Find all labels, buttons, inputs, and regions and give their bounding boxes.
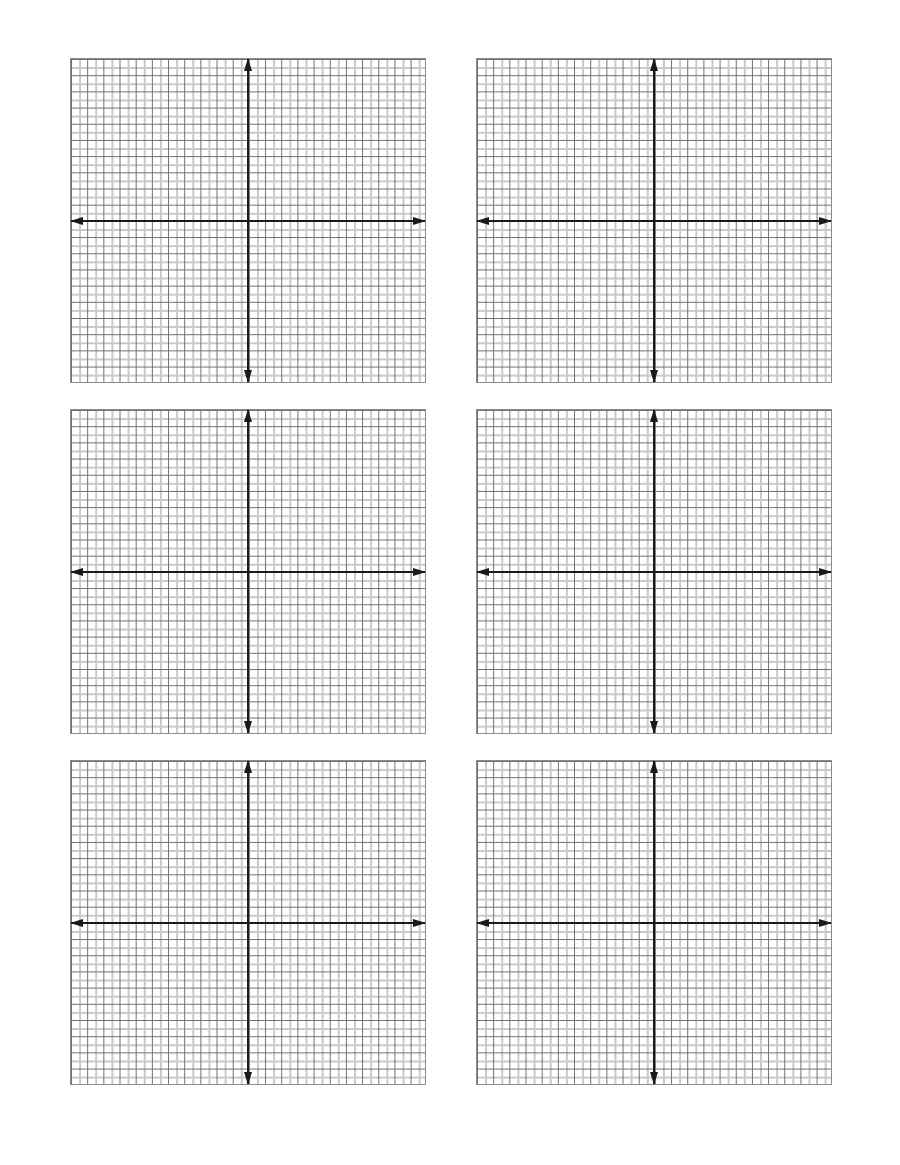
arrow-right-icon	[413, 568, 426, 576]
y-axis	[653, 761, 655, 1084]
arrow-left-icon	[70, 568, 83, 576]
y-axis	[247, 59, 249, 382]
arrow-down-icon	[244, 721, 252, 734]
arrow-down-icon	[244, 370, 252, 383]
y-axis	[247, 410, 249, 733]
coordinate-grid-panel-grid-2	[476, 58, 832, 383]
arrow-up-icon	[244, 409, 252, 422]
y-axis	[247, 761, 249, 1084]
arrow-left-icon	[70, 919, 83, 927]
arrow-up-icon	[244, 58, 252, 71]
arrow-right-icon	[413, 919, 426, 927]
arrow-up-icon	[650, 58, 658, 71]
arrow-left-icon	[70, 217, 83, 225]
arrow-down-icon	[244, 1072, 252, 1085]
arrow-down-icon	[650, 1072, 658, 1085]
arrow-up-icon	[650, 760, 658, 773]
arrow-right-icon	[819, 217, 832, 225]
arrow-down-icon	[650, 721, 658, 734]
arrow-right-icon	[819, 919, 832, 927]
arrow-up-icon	[244, 760, 252, 773]
coordinate-grid-panel-grid-5	[70, 760, 426, 1085]
y-axis	[653, 410, 655, 733]
coordinate-grid-panel-grid-1	[70, 58, 426, 383]
arrow-left-icon	[476, 919, 489, 927]
arrow-up-icon	[650, 409, 658, 422]
arrow-left-icon	[476, 217, 489, 225]
coordinate-grid-panel-grid-4	[476, 409, 832, 734]
coordinate-grid-panel-grid-6	[476, 760, 832, 1085]
arrow-left-icon	[476, 568, 489, 576]
arrow-right-icon	[819, 568, 832, 576]
coordinate-grid-panel-grid-3	[70, 409, 426, 734]
worksheet-page	[70, 58, 832, 1085]
arrow-right-icon	[413, 217, 426, 225]
arrow-down-icon	[650, 370, 658, 383]
y-axis	[653, 59, 655, 382]
